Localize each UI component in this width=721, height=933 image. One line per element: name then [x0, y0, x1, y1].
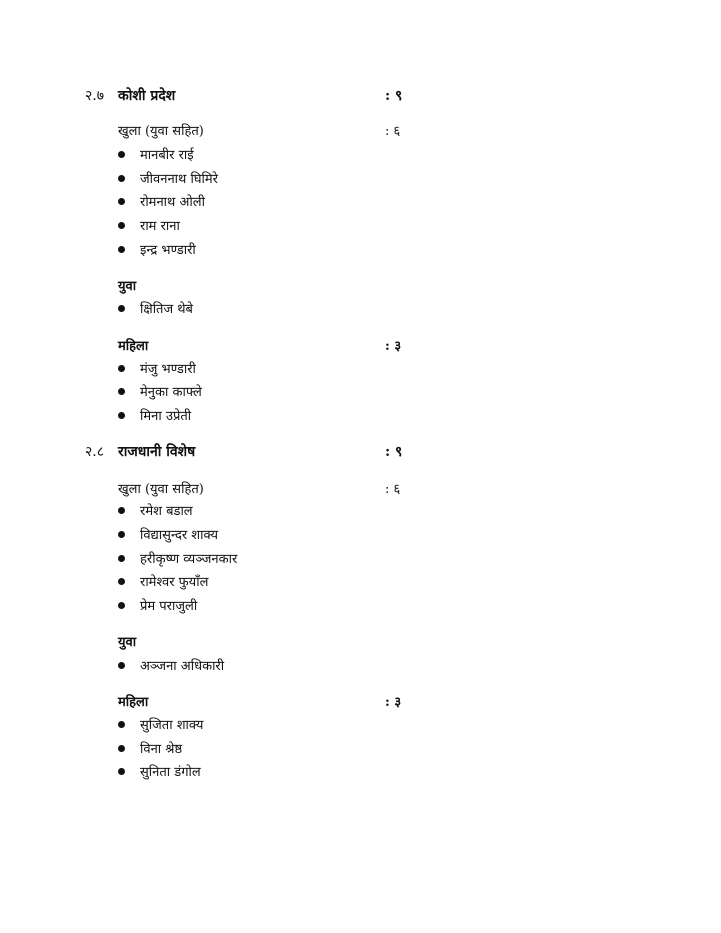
- member-name: अञ्जना अधिकारी: [140, 659, 225, 674]
- member-name: मानबीर राई: [140, 148, 194, 163]
- section-heading-koshi: [0, 86, 721, 108]
- member-name: विद्यासुन्दर शाक्य: [140, 528, 219, 543]
- group-title: खुला (युवा सहित): [118, 482, 204, 497]
- bullet-icon: [118, 222, 125, 229]
- list-item: [0, 549, 721, 569]
- group-title: महिला: [118, 339, 149, 354]
- member-name: राम राना: [140, 219, 180, 234]
- list-item: [0, 359, 721, 379]
- bullet-icon: [118, 745, 125, 752]
- member-name: सुनिता डंगोल: [140, 765, 201, 780]
- member-name: रोमनाथ ओली: [140, 195, 205, 210]
- bullet-icon: [118, 388, 125, 395]
- member-name: रामेश्वर फुयाँल: [140, 575, 209, 590]
- member-name: रमेश बडाल: [140, 504, 193, 519]
- list-item: [0, 596, 721, 616]
- section-number: २.८: [85, 444, 105, 460]
- section-number: २.७: [85, 88, 105, 104]
- bullet-icon: [118, 602, 125, 609]
- group-heading-open: [0, 479, 721, 499]
- list-item: [0, 169, 721, 189]
- group-title: युवा: [118, 279, 137, 294]
- group-count: : ६: [385, 482, 401, 497]
- list-item: [0, 145, 721, 165]
- bullet-icon: [118, 151, 125, 158]
- bullet-icon: [118, 365, 125, 372]
- member-name: प्रेम पराजुली: [140, 599, 198, 614]
- member-name: सुजिता शाक्य: [140, 718, 204, 733]
- list-item: [0, 762, 721, 782]
- bullet-icon: [118, 246, 125, 253]
- list-item: [0, 715, 721, 735]
- bullet-icon: [118, 555, 125, 562]
- list-item: [0, 525, 721, 545]
- list-item: [0, 192, 721, 212]
- member-name: मिना उप्रेती: [140, 409, 192, 424]
- list-item: [0, 382, 721, 402]
- list-item: [0, 656, 721, 676]
- member-name: मंजु भण्डारी: [140, 362, 196, 377]
- member-name: विना श्रेष्ठ: [140, 742, 183, 757]
- group-heading-youth: [0, 276, 721, 296]
- bullet-icon: [118, 412, 125, 419]
- section-count: : ९: [385, 88, 403, 104]
- group-title: खुला (युवा सहित): [118, 124, 204, 139]
- member-name: क्षितिज थेबे: [140, 302, 193, 317]
- member-name: जीवननाथ घिमिरे: [140, 172, 218, 187]
- list-item: [0, 572, 721, 592]
- bullet-icon: [118, 662, 125, 669]
- bullet-icon: [118, 531, 125, 538]
- group-heading-women: [0, 692, 721, 712]
- section-title: राजधानी विशेष: [118, 444, 196, 460]
- group-count: : ३: [385, 695, 402, 710]
- bullet-icon: [118, 198, 125, 205]
- list-item: [0, 299, 721, 319]
- group-count: : ६: [385, 124, 401, 139]
- member-name: हरीकृष्ण व्यञ्जनकार: [140, 552, 238, 567]
- bullet-icon: [118, 768, 125, 775]
- group-heading-women: [0, 336, 721, 356]
- bullet-icon: [118, 175, 125, 182]
- group-heading-open: [0, 121, 721, 141]
- list-item: [0, 406, 721, 426]
- bullet-icon: [118, 721, 125, 728]
- section-title: कोशी प्रदेश: [118, 88, 176, 104]
- bullet-icon: [118, 305, 125, 312]
- list-item: [0, 216, 721, 236]
- group-title: युवा: [118, 635, 137, 650]
- group-count: : ३: [385, 339, 402, 354]
- section-count: : ९: [385, 444, 403, 460]
- member-name: मेनुका काफ्ले: [140, 385, 202, 400]
- member-name: इन्द्र भण्डारी: [140, 243, 196, 258]
- list-item: [0, 240, 721, 260]
- group-title: महिला: [118, 695, 149, 710]
- list-item: [0, 739, 721, 759]
- group-heading-youth: [0, 632, 721, 652]
- list-item: [0, 501, 721, 521]
- bullet-icon: [118, 578, 125, 585]
- section-heading-capital: [0, 442, 721, 464]
- bullet-icon: [118, 507, 125, 514]
